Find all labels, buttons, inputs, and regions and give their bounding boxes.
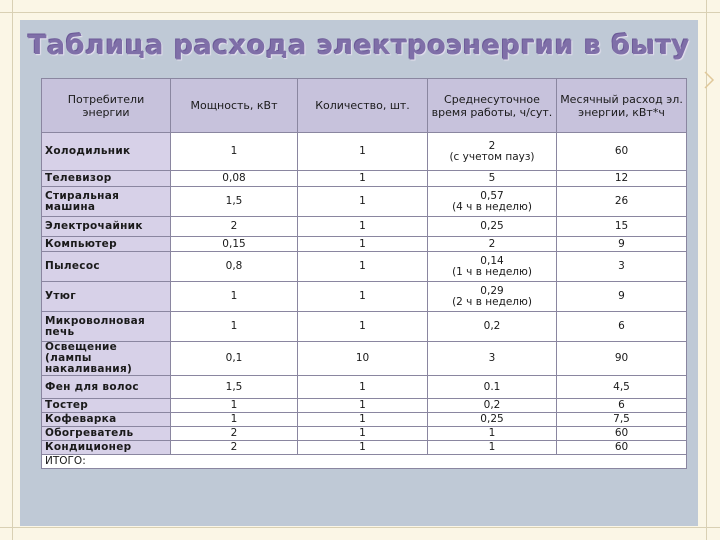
quantity-cell: 1 — [298, 441, 428, 455]
frame-line — [0, 527, 720, 528]
hours-value: 0,2 — [483, 320, 501, 332]
corner-decoration-icon — [703, 62, 717, 102]
hours-value: 1 — [488, 427, 496, 439]
hours-cell — [428, 312, 557, 342]
hours-value: 5 — [488, 172, 496, 184]
quantity-cell: 1 — [298, 133, 428, 171]
monthly-cell: 60 — [557, 441, 687, 455]
table-row — [42, 217, 687, 237]
monthly-cell: 9 — [557, 282, 687, 312]
hours-note: (с учетом пауз) — [449, 150, 535, 163]
monthly-cell: 60 — [557, 133, 687, 171]
monthly-cell: 6 — [557, 312, 687, 342]
hours-cell — [428, 237, 557, 252]
column-header-quantity: Количество, шт. — [298, 79, 428, 133]
hours-note: (2 ч в неделю) — [452, 295, 532, 308]
power-cell: 1 — [171, 413, 298, 427]
power-cell: 1,5 — [171, 376, 298, 399]
table-row — [42, 441, 687, 455]
slide — [20, 20, 698, 526]
consumer-name-cell: Телевизор — [42, 171, 171, 187]
power-cell: 1 — [171, 133, 298, 171]
consumer-name-cell: Кондиционер — [42, 441, 171, 455]
quantity-cell: 1 — [298, 312, 428, 342]
consumer-name-cell: Компьютер — [42, 237, 171, 252]
table-row — [42, 413, 687, 427]
power-cell: 1,5 — [171, 187, 298, 217]
frame-line — [12, 0, 13, 540]
monthly-cell: 12 — [557, 171, 687, 187]
hours-value: 0,57 — [480, 189, 504, 202]
column-header-consumer: Потребители энергии — [42, 79, 171, 133]
consumer-name-cell: Стиральная машина — [42, 187, 171, 217]
table-row — [42, 376, 687, 399]
table-row — [42, 252, 687, 282]
column-header-monthly: Месячный расход эл. энергии, кВт*ч — [557, 79, 687, 133]
table-row — [42, 399, 687, 413]
monthly-cell: 26 — [557, 187, 687, 217]
consumer-name-cell: Утюг — [42, 282, 171, 312]
hours-cell — [428, 441, 557, 455]
quantity-cell: 1 — [298, 187, 428, 217]
hours-value: 1 — [488, 441, 496, 453]
power-cell: 0,15 — [171, 237, 298, 252]
hours-cell — [428, 252, 557, 282]
table-row — [42, 187, 687, 217]
table-body — [42, 133, 687, 469]
table-row — [42, 342, 687, 376]
monthly-cell: 4,5 — [557, 376, 687, 399]
consumer-name-cell: Обогреватель — [42, 427, 171, 441]
power-cell: 0,1 — [171, 342, 298, 376]
quantity-cell: 1 — [298, 399, 428, 413]
hours-cell — [428, 427, 557, 441]
table-row — [42, 237, 687, 252]
hours-value: 2 — [488, 139, 496, 152]
power-cell: 1 — [171, 282, 298, 312]
power-cell: 1 — [171, 312, 298, 342]
consumer-name-cell: Холодильник — [42, 133, 171, 171]
power-cell: 1 — [171, 399, 298, 413]
consumer-name-cell: Освещение (лампы накаливания) — [42, 342, 171, 376]
monthly-cell: 15 — [557, 217, 687, 237]
consumer-name-cell: Фен для волос — [42, 376, 171, 399]
energy-table — [41, 78, 687, 469]
hours-note: (1 ч в неделю) — [452, 265, 532, 278]
table-total-row — [42, 455, 687, 469]
quantity-cell: 1 — [298, 171, 428, 187]
page-title: Таблица расхода электроэнергии в быту — [28, 30, 690, 61]
hours-value: 2 — [488, 237, 496, 250]
total-label: ИТОГО: — [42, 455, 687, 469]
column-header-power: Мощность, кВт — [171, 79, 298, 133]
hours-cell — [428, 187, 557, 217]
hours-note: (4 ч в неделю) — [452, 200, 532, 213]
hours-value: 0,14 — [480, 254, 504, 267]
monthly-cell: 3 — [557, 252, 687, 282]
table-row — [42, 282, 687, 312]
power-cell: 0,08 — [171, 171, 298, 187]
consumer-name-cell: Микроволновая печь — [42, 312, 171, 342]
monthly-cell: 7,5 — [557, 413, 687, 427]
table-row — [42, 427, 687, 441]
monthly-cell: 6 — [557, 399, 687, 413]
power-cell: 0,8 — [171, 252, 298, 282]
monthly-cell: 9 — [557, 237, 687, 252]
frame-line — [0, 12, 720, 13]
quantity-cell: 1 — [298, 282, 428, 312]
quantity-cell: 1 — [298, 252, 428, 282]
hours-cell — [428, 282, 557, 312]
hours-cell — [428, 413, 557, 427]
monthly-cell: 90 — [557, 342, 687, 376]
table-row — [42, 312, 687, 342]
column-header-hours: Среднесуточное время работы, ч/сут. — [428, 79, 557, 133]
quantity-cell: 1 — [298, 427, 428, 441]
quantity-cell: 1 — [298, 413, 428, 427]
hours-value: 0,29 — [480, 284, 504, 297]
quantity-cell: 10 — [298, 342, 428, 376]
hours-value: 3 — [488, 352, 496, 364]
hours-cell — [428, 376, 557, 399]
consumer-name-cell: Пылесос — [42, 252, 171, 282]
hours-value: 0,25 — [480, 220, 504, 232]
quantity-cell: 1 — [298, 237, 428, 252]
hours-value: 0,25 — [480, 413, 504, 425]
table-row — [42, 171, 687, 187]
power-cell: 2 — [171, 427, 298, 441]
hours-cell — [428, 133, 557, 171]
hours-cell — [428, 217, 557, 237]
quantity-cell: 1 — [298, 217, 428, 237]
quantity-cell: 1 — [298, 376, 428, 399]
monthly-cell: 60 — [557, 427, 687, 441]
table-header-row — [42, 79, 687, 133]
hours-cell — [428, 399, 557, 413]
table-row — [42, 133, 687, 171]
consumer-name-cell: Кофеварка — [42, 413, 171, 427]
hours-value: 0.1 — [483, 380, 501, 393]
hours-cell — [428, 171, 557, 187]
hours-cell — [428, 342, 557, 376]
consumer-name-cell: Электрочайник — [42, 217, 171, 237]
power-cell: 2 — [171, 441, 298, 455]
power-cell: 2 — [171, 217, 298, 237]
consumer-name-cell: Тостер — [42, 399, 171, 413]
hours-value: 0,2 — [483, 399, 501, 411]
